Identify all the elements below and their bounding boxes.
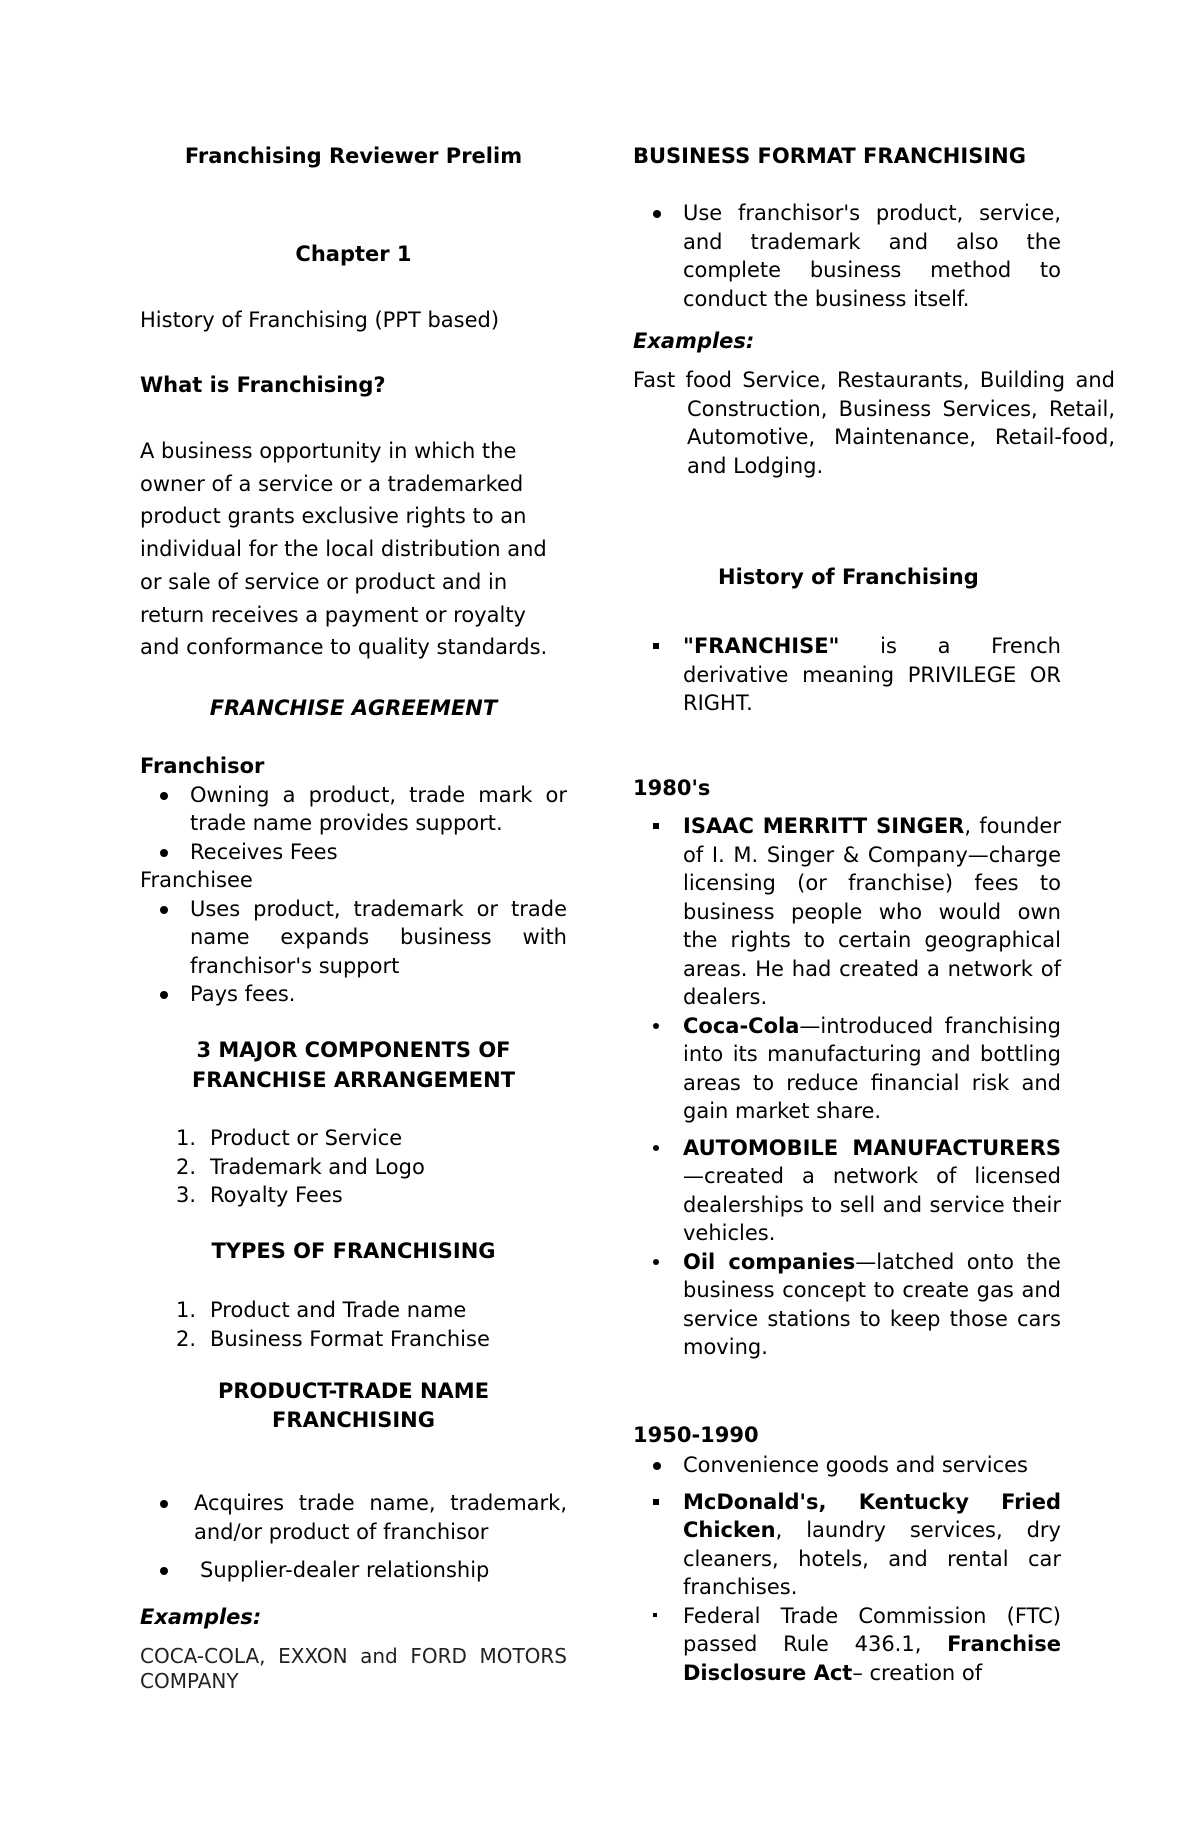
decade-1950-list	[633, 1451, 1061, 1687]
list-item: Use franchisor's product, service, and trademark and also the complete business method to conduct the business itself.	[633, 199, 1061, 313]
franchise-roles	[140, 752, 567, 1009]
franchisor-label: Franchisor	[140, 754, 265, 778]
list-item: Pays fees.	[140, 980, 567, 1009]
list-item: AUTOMOBILE MANUFACTURERS—created a network of licensed dealerships to sell and service their vehicles.	[633, 1134, 1061, 1248]
bullet-icon	[653, 1499, 659, 1505]
list-item: Convenience goods and services	[633, 1451, 1061, 1480]
history-list	[633, 632, 1061, 718]
list-item: Supplier-dealer relationship	[140, 1556, 567, 1585]
franchisor-list	[140, 781, 567, 867]
business-format-heading: BUSINESS FORMAT FRANCHISING	[633, 144, 1026, 168]
list-item: ISAAC MERRITT SINGER, founder of I. M. Singer & Company—charge licensing (or franchise) fees to business people who would own the rights to certain geographical areas. He had created a network of dealers.	[633, 812, 1061, 1012]
decade-1980-heading: 1980's	[633, 776, 711, 800]
components-heading: 3 MAJOR COMPONENTS OF FRANCHISE ARRANGEMENT	[191, 1038, 516, 1092]
bullet-icon	[160, 1567, 168, 1575]
list-item: Receives Fees	[140, 838, 567, 867]
chapter-heading: Chapter 1	[295, 242, 412, 266]
bullet-icon	[653, 1145, 659, 1151]
list-item: Oil companies—latched onto the business concept to create gas and service stations to keep those cars moving.	[633, 1248, 1061, 1362]
decade-1980-list	[633, 812, 1061, 1362]
history-heading: History of Franchising	[718, 565, 979, 589]
bullet-icon	[160, 991, 168, 999]
subtitle: History of Franchising (PPT based)	[140, 308, 500, 332]
examples-text: COCA-COLA, EXXON and FORD MOTORS COMPANY	[140, 1644, 567, 1693]
list-item: Coca-Cola—introduced franchising into its manufacturing and bottling areas to reduce financial risk and gain market share.	[633, 1012, 1061, 1126]
bullet-icon	[653, 1613, 657, 1617]
bullet-icon	[160, 792, 168, 800]
types-list	[140, 1296, 567, 1353]
bullet-icon	[160, 849, 168, 857]
franchisee-list	[140, 895, 567, 1009]
list-item: 1. Product and Trade name	[176, 1298, 467, 1322]
examples-label: Examples:	[140, 1605, 262, 1629]
bullet-icon	[160, 906, 168, 914]
list-item: Federal Trade Commission (FTC) passed Rule 436.1, Franchise Disclosure Act– creation of	[633, 1602, 1061, 1688]
components-list	[140, 1124, 567, 1210]
list-item: Owning a product, trade mark or trade name provides support.	[140, 781, 567, 838]
franchisee-label: Franchisee	[140, 868, 253, 892]
bullet-icon	[653, 1462, 661, 1470]
bullet-icon	[653, 823, 659, 829]
document-title: Franchising Reviewer Prelim	[184, 144, 523, 168]
list-item: Uses product, trademark or trade name expands business with franchisor's support	[140, 895, 567, 981]
bullet-icon	[653, 643, 659, 649]
list-item: Acquires trade name, trademark, and/or product of franchisor	[140, 1489, 567, 1546]
bullet-icon	[160, 1500, 168, 1508]
list-item: "FRANCHISE" is a French derivative meaning PRIVILEGE OR RIGHT.	[633, 632, 1061, 718]
franchise-agreement-heading: FRANCHISE AGREEMENT	[209, 696, 498, 720]
product-trade-name-list	[140, 1489, 567, 1585]
list-item: 3. Royalty Fees	[176, 1183, 343, 1207]
examples-text: Fast food Service, Restaurants, Building and Construction, Business Services, Retail, Automotive, Maintenance, Retail-food, and Lodging.	[633, 368, 1115, 478]
what-is-franchising-heading: What is Franchising?	[140, 373, 386, 397]
list-item: 2. Trademark and Logo	[176, 1154, 425, 1179]
list-item: 1. Product or Service	[176, 1126, 403, 1150]
definition-paragraph: A business opportunity in which the owner of a service or a trademarked product grants exclusive rights to an individual for the local distribution and or sale of service or product and in return receives a payment or royalty and conformance to quality standards.	[140, 439, 548, 660]
types-heading: TYPES OF FRANCHISING	[211, 1239, 496, 1263]
decade-1950-heading: 1950-1990	[633, 1423, 759, 1447]
bullet-icon	[653, 1259, 659, 1265]
business-format-list	[633, 199, 1061, 313]
bullet-icon	[653, 1023, 659, 1029]
list-item: 2. Business Format Franchise	[176, 1326, 490, 1351]
bullet-icon	[653, 210, 661, 218]
product-trade-name-heading: PRODUCT-TRADE NAME FRANCHISING	[217, 1379, 490, 1432]
list-item: McDonald's, Kentucky Fried Chicken, laundry services, dry cleaners, hotels, and rental car franchises.	[633, 1488, 1061, 1602]
examples-label: Examples:	[633, 329, 755, 353]
